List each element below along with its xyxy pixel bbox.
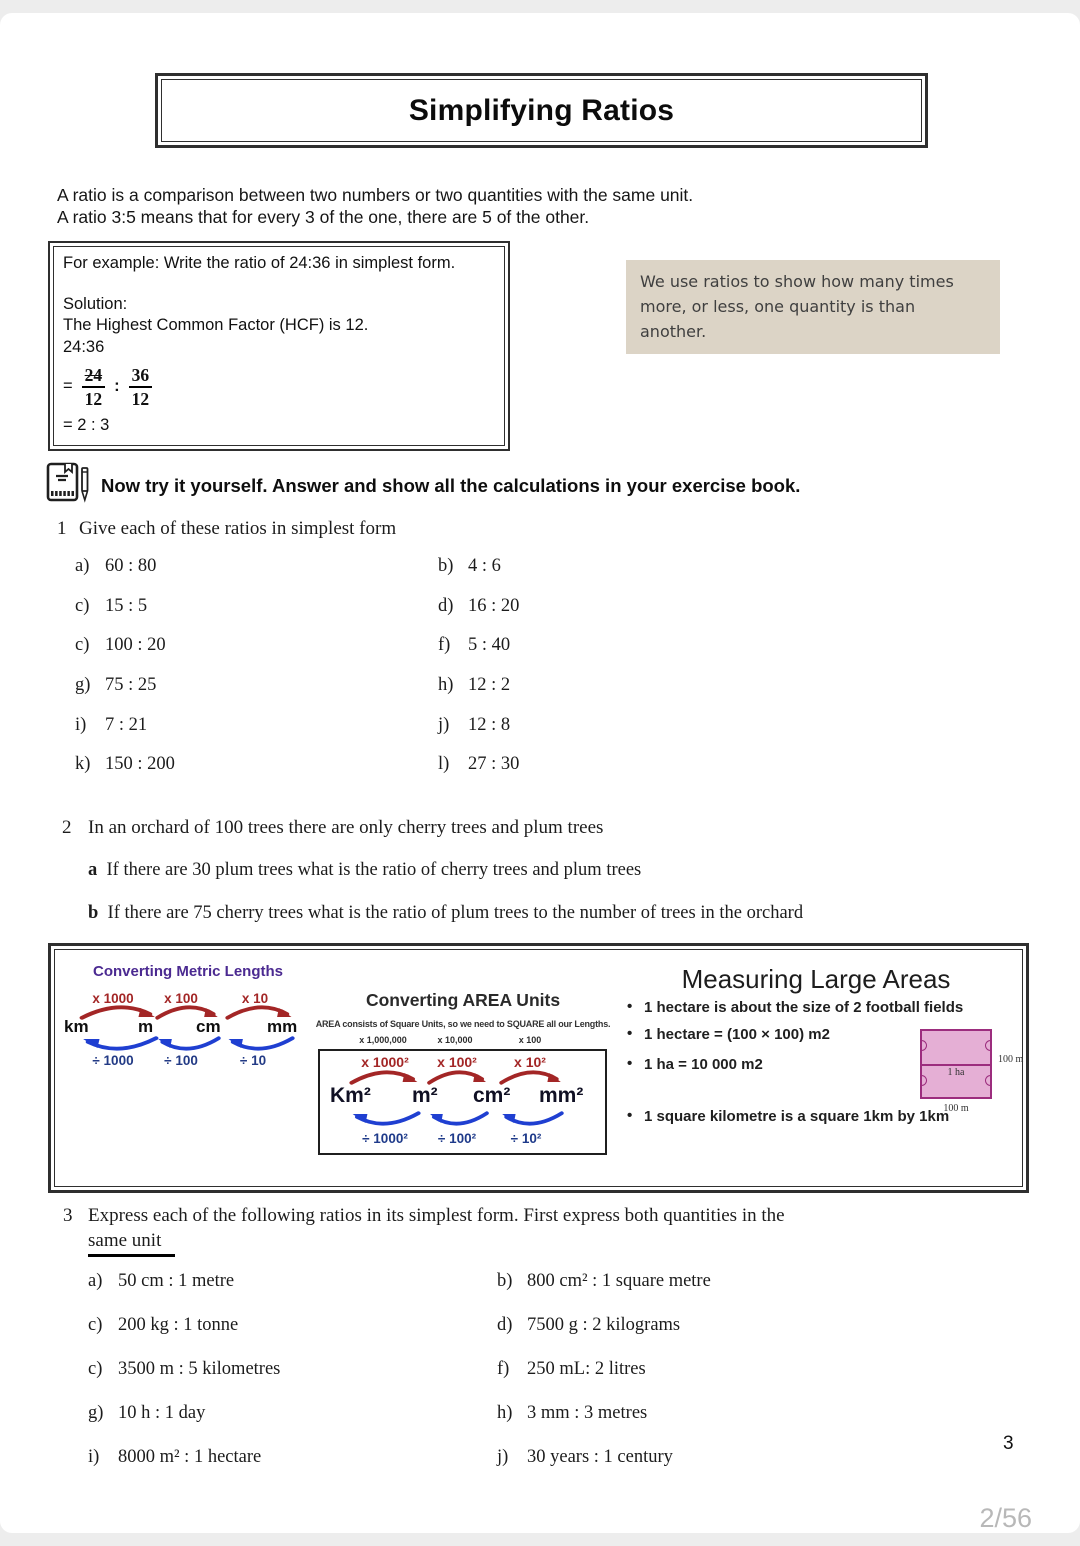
q1-item-b: b) 4 : 6 — [438, 556, 501, 576]
ratio-colon: : — [114, 377, 120, 396]
instruction-text: Now try it yourself. Answer and show all the calculations in your exercise book. — [101, 475, 801, 496]
area-multiplier-3: x 10² — [514, 1054, 546, 1070]
pitch-bottom-length-label: 100 m — [943, 1103, 969, 1114]
metric-unit-cm: cm — [196, 1017, 221, 1036]
intro-line-1: A ratio is a comparison between two numbers or two quantities with the same unit. — [57, 185, 694, 205]
page-title: Simplifying Ratios — [408, 93, 675, 127]
area-multiplier-2: x 100² — [437, 1054, 477, 1070]
metric-divisor-3: ÷ 10 — [239, 1053, 267, 1068]
q3-item-j: j) 30 years : 1 century — [497, 1447, 673, 1467]
large-areas-title: Measuring Large Areas — [681, 964, 951, 994]
example-box — [48, 241, 510, 451]
ratio-line: 24:36 — [63, 337, 105, 356]
q2-sub-a: a If there are 30 plum trees what is the ratio of cherry trees and plum trees — [88, 860, 642, 880]
q1-item-c1: c) 15 : 5 — [75, 596, 148, 616]
worksheet-page — [0, 13, 1080, 1533]
q1-item-a: a) 60 : 80 — [75, 556, 157, 576]
metric-unit-mm: mm — [267, 1017, 298, 1036]
multiply-arrow-icon — [348, 1070, 422, 1085]
large-areas-bullet-3: • 1 ha = 10 000 m2 — [644, 1056, 763, 1073]
area-scale-factor-2: x 10,000 — [437, 1035, 473, 1045]
exercise-book-icon — [44, 459, 94, 507]
divide-arrow-icon — [498, 1111, 565, 1126]
q1-item-j: j) 12 : 8 — [438, 715, 511, 735]
goal-mark-icon — [985, 1040, 991, 1051]
q3-item-h: h) 3 mm : 3 metres — [497, 1403, 648, 1423]
q1-item-f: f) 5 : 40 — [438, 635, 511, 655]
multiply-arrow-icon — [498, 1070, 565, 1085]
q3-item-i: i) 8000 m² : 1 hectare — [88, 1447, 262, 1467]
q1-item-h: h) 12 : 2 — [438, 675, 511, 695]
q1-prompt: Give each of these ratios in simplest form — [79, 518, 397, 539]
q1-item-k: k) 150 : 200 — [75, 754, 175, 774]
divide-arrow-icon — [224, 1036, 296, 1051]
q3-item-c2: c) 3500 m : 5 kilometres — [88, 1359, 281, 1379]
q1-item-g: g) 75 : 25 — [75, 675, 157, 695]
q3-item-g: g) 10 h : 1 day — [88, 1403, 206, 1423]
divide-arrow-icon — [154, 1036, 222, 1051]
metric-multiplier-3: x 10 — [241, 991, 269, 1006]
q3-number: 3 — [63, 1205, 73, 1226]
document-page-number: 3 — [1003, 1433, 1014, 1454]
intro-line-2: A ratio 3:5 means that for every 3 of the one, there are 5 of the other. — [57, 207, 590, 227]
viewer-page-indicator: 2/56 — [979, 1503, 1032, 1533]
q1-item-i: i) 7 : 21 — [75, 715, 148, 735]
q1-item-l: l) 27 : 30 — [438, 754, 520, 774]
area-unit-km2: Km² — [330, 1084, 371, 1107]
result-line: = 2 : 3 — [63, 416, 110, 434]
area-scale-factor-3: x 100 — [518, 1035, 542, 1045]
area-units-title: Converting AREA Units — [365, 990, 561, 1010]
solution-label: Solution: — [63, 294, 128, 313]
divide-arrow-icon — [426, 1111, 490, 1126]
q3-prompt-line-1: Express each of the following ratios in its simplest form. First express both quantities in the — [88, 1205, 785, 1226]
area-unit-mm2: mm² — [539, 1084, 584, 1107]
large-areas-bullet-1: • 1 hectare is about the size of 2 football fields — [644, 999, 963, 1016]
area-unit-cm2: cm² — [473, 1084, 511, 1107]
metric-multiplier-1: x 1000 — [92, 991, 134, 1006]
example-box-inner — [53, 246, 505, 446]
divide-arrow-icon — [348, 1111, 422, 1126]
area-unit-m2: m² — [412, 1084, 438, 1107]
fraction-1-denominator: 12 — [84, 389, 103, 409]
large-areas-bullet-2: • 1 hectare = (100 × 100) m2 — [644, 1026, 830, 1043]
metric-multiplier-2: x 100 — [164, 991, 198, 1006]
hcf-line: The Highest Common Factor (HCF) is 12. — [63, 316, 369, 334]
area-scale-factor-1: x 1,000,000 — [359, 1035, 407, 1045]
pitch-side-length-label: 100 m — [998, 1054, 1024, 1065]
q3-item-a: a) 50 cm : 1 metre — [88, 1271, 235, 1291]
metric-lengths-title: Converting Metric Lengths — [92, 963, 283, 980]
divide-arrow-icon — [78, 1036, 160, 1051]
metric-divisor-1: ÷ 1000 — [92, 1053, 134, 1068]
example-line-1: For example: Write the ratio of 24:36 in simplest form. — [63, 254, 456, 272]
fraction-1-numerator: 24 — [82, 365, 106, 388]
fraction-2 — [129, 365, 153, 409]
area-conversion-box — [318, 1049, 607, 1155]
fraction-2-numerator: 36 — [129, 365, 153, 388]
title-box-inner — [161, 79, 922, 142]
metric-unit-m: m — [138, 1017, 154, 1036]
area-divisor-1: ÷ 1000² — [362, 1131, 408, 1146]
goal-mark-icon — [921, 1040, 927, 1051]
q3-prompt-line-2: same unit — [88, 1230, 175, 1252]
q2-prompt: In an orchard of 100 trees there are only cherry trees and plum trees — [88, 817, 604, 838]
hectare-label: 1 ha — [947, 1066, 965, 1078]
fraction-2-denominator: 12 — [131, 389, 150, 409]
q3-item-f: f) 250 mL: 2 litres — [497, 1359, 646, 1379]
equals-sign: = — [63, 377, 73, 396]
note-box: We use ratios to show how many times more, or less, one quantity is than another. — [626, 260, 1000, 354]
area-divisor-3: ÷ 10² — [510, 1131, 542, 1146]
q1-item-c2: c) 100 : 20 — [75, 635, 166, 655]
metric-unit-km: km — [64, 1017, 89, 1036]
multiply-arrow-icon — [426, 1070, 490, 1085]
area-divisor-2: ÷ 100² — [437, 1131, 477, 1146]
large-areas-bullet-4: • 1 square kilometre is a square 1km by 1km — [644, 1108, 949, 1125]
metric-divisor-2: ÷ 100 — [164, 1053, 198, 1068]
area-units-subtitle: AREA consists of Square Units, so we need to SQUARE all our Lengths. — [315, 1019, 611, 1029]
title-box — [155, 73, 928, 148]
fraction-1 — [82, 365, 106, 409]
spacer — [63, 275, 495, 294]
hectare-football-fields-diagram — [920, 1029, 992, 1099]
q2-number: 2 — [62, 817, 72, 838]
fraction-row — [63, 361, 495, 413]
q1-item-d: d) 16 : 20 — [438, 596, 520, 616]
q3-item-b: b) 800 cm² : 1 square metre — [497, 1271, 711, 1291]
q3-item-d: d) 7500 g : 2 kilograms — [497, 1315, 681, 1335]
q3-item-c1: c) 200 kg : 1 tonne — [88, 1315, 239, 1335]
q1-number: 1 — [57, 518, 67, 539]
area-multiplier-1: x 1000² — [361, 1054, 409, 1070]
q2-sub-b: b If there are 75 cherry trees what is the ratio of plum trees to the number of trees in the orchard — [88, 903, 804, 923]
